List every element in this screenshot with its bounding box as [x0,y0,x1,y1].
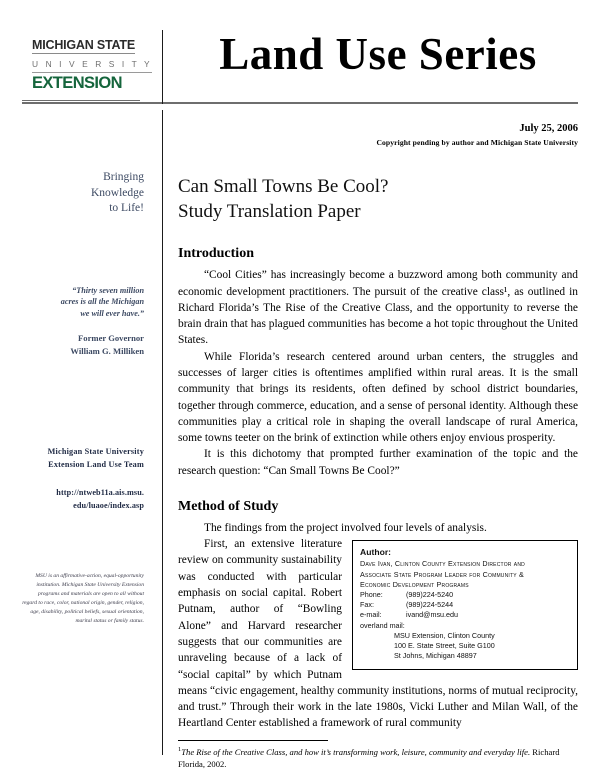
author-fax-label: Fax: [360,600,374,610]
msu-extension-logo [22,24,156,92]
page-body [22,104,578,771]
author-box-title: Author: [360,547,392,558]
quote-line-3: we will ever have.” [80,309,144,319]
tagline-line-1: Bringing [103,171,144,183]
sidebar-quote [22,285,144,321]
logo-line-university: U N I V E R S I T Y [32,59,152,73]
sidebar-quote-attribution [22,332,144,358]
author-mail-label: overland mail: [360,620,405,630]
author-email-row[interactable] [360,610,571,620]
sidebar [22,104,156,771]
page-title [178,174,578,224]
footnote-marker: 1 [178,745,182,753]
author-role-line-2: Economic Development Programs [360,579,469,589]
footnote-italic-text: The Rise of the Creative Class, and how it’s transforming work, leisure, community and everyday life. [181,746,531,757]
author-mail-line-1: MSU Extension, Clinton County [394,630,495,640]
author-phone-value: (989)224-5240 [406,590,454,600]
sidebar-weblink[interactable] [22,487,144,512]
quote-line-2: acres is all the Michigan [60,297,144,307]
weblink-line-2[interactable]: edu/luaoe/index.asp [73,500,144,510]
publication-date: July 25, 2006 [519,123,578,134]
author-mail-line-3: St Johns, Michigan 48897 [394,651,477,661]
logo-line-extension: EXTENSION [32,73,122,92]
team-line-1: Michigan State University [47,447,144,456]
author-fax-row [360,600,571,610]
copyright-notice: Copyright pending by author and Michigan State University [376,137,578,147]
header-vertical-divider [162,30,163,104]
page-title-line-1: Can Small Towns Be Cool? [178,176,389,198]
paragraph: First, an extensive literature review on community sustainability was conducted with particular emphasis on social capital. Robert Putnam, author of “Bowling Alone” and Harvard researcher suggests that our communities are unraveling because of a lack of “social capital” by which Putnam means “civic engagement, healthy community institutions, norms of mutual reciprocity, and trust.” Through their work in the late 1980s, Vicki Luther and Milan Wall, of the Heartland Center established a framework of rural community [178,538,578,730]
author-email-value[interactable]: ivand@msu.edu [406,610,459,620]
tagline-line-3: to Life! [109,202,144,215]
main-content [156,104,578,771]
author-box [352,540,578,669]
header-horizontal-rule-left [22,100,140,101]
attribution-line-2: William G. Milliken [70,346,144,357]
author-role-line-1: Associate State Program Leader for Community & [360,569,524,579]
author-fax-value: (989)224-5244 [406,600,454,610]
content-with-author-box [178,536,578,732]
section-heading-introduction: Introduction [178,246,254,262]
sidebar-tagline [22,170,144,217]
author-email-label: e-mail: [360,610,382,620]
sidebar-team [22,446,144,471]
masthead [156,24,578,77]
paragraph: “Cool Cities” has increasingly become a buzzword among both community and economic development practitioners. The pursuit of the creative class¹, as outlined in Richard Florida’s The Rise of the Creative Class, and the opportunity to reverse the brain drain that has plagued communities has become a hot topic throughout the United States. [178,269,578,347]
paragraph: It is this dichotomy that prompted further examination of the topic and the research question: “Can Small Towns Be Cool?” [178,448,578,477]
quote-line-1: “Thirty seven million [72,285,144,295]
tagline-line-2: Knowledge [90,186,144,199]
page-title-line-2: Study Translation Paper [178,201,361,223]
page-header [22,24,578,100]
weblink-line-1[interactable]: http://ntweb11a.ais.msu. [56,488,144,498]
section-heading-method-of-study: Method of Study [178,499,279,515]
logo-line-michigan-state: MICHIGAN STATE [32,39,135,54]
footnote-separator [178,740,328,741]
paragraph: The findings from the project involved four levels of analysis. [204,521,487,534]
author-name-line: Dave Ivan, Clinton County Extension Director and [360,559,525,569]
team-line-2: Extension Land Use Team [48,459,144,469]
sidebar-eeo-statement: MSU is an affirmative-action, equal-opportunity institution. Michigan State University Extension programs and materials are open to all without regard to race, color, national origin, gender, religion, age, disability, political beliefs, sexual orientation, marital status or family status. [22,573,144,624]
author-phone-label: Phone: [360,590,383,600]
footnote [178,745,578,772]
footnote-roman-text: Richard Florida, 2002. [178,746,560,770]
author-mail-line-2: 100 E. State Street, Suite G100 [394,641,495,651]
column-divider [162,110,163,755]
author-phone-row [360,590,571,600]
attribution-line-1: Former Governor [78,333,144,344]
masthead-title: Land Use Series [219,29,537,79]
paragraph: While Florida’s research centered around urban centers, the struggles and successes of larger cities is oftentimes amplified within rural areas. It is the small community that brings its residents, often defined by school district boundaries, together through commerce, education, and a sense of personal identity. Although these communities play a critical role in shaping the overall landscape of rural America, some towns teeter on the brink of extinction while others enjoy envious prosperity. [178,350,578,445]
